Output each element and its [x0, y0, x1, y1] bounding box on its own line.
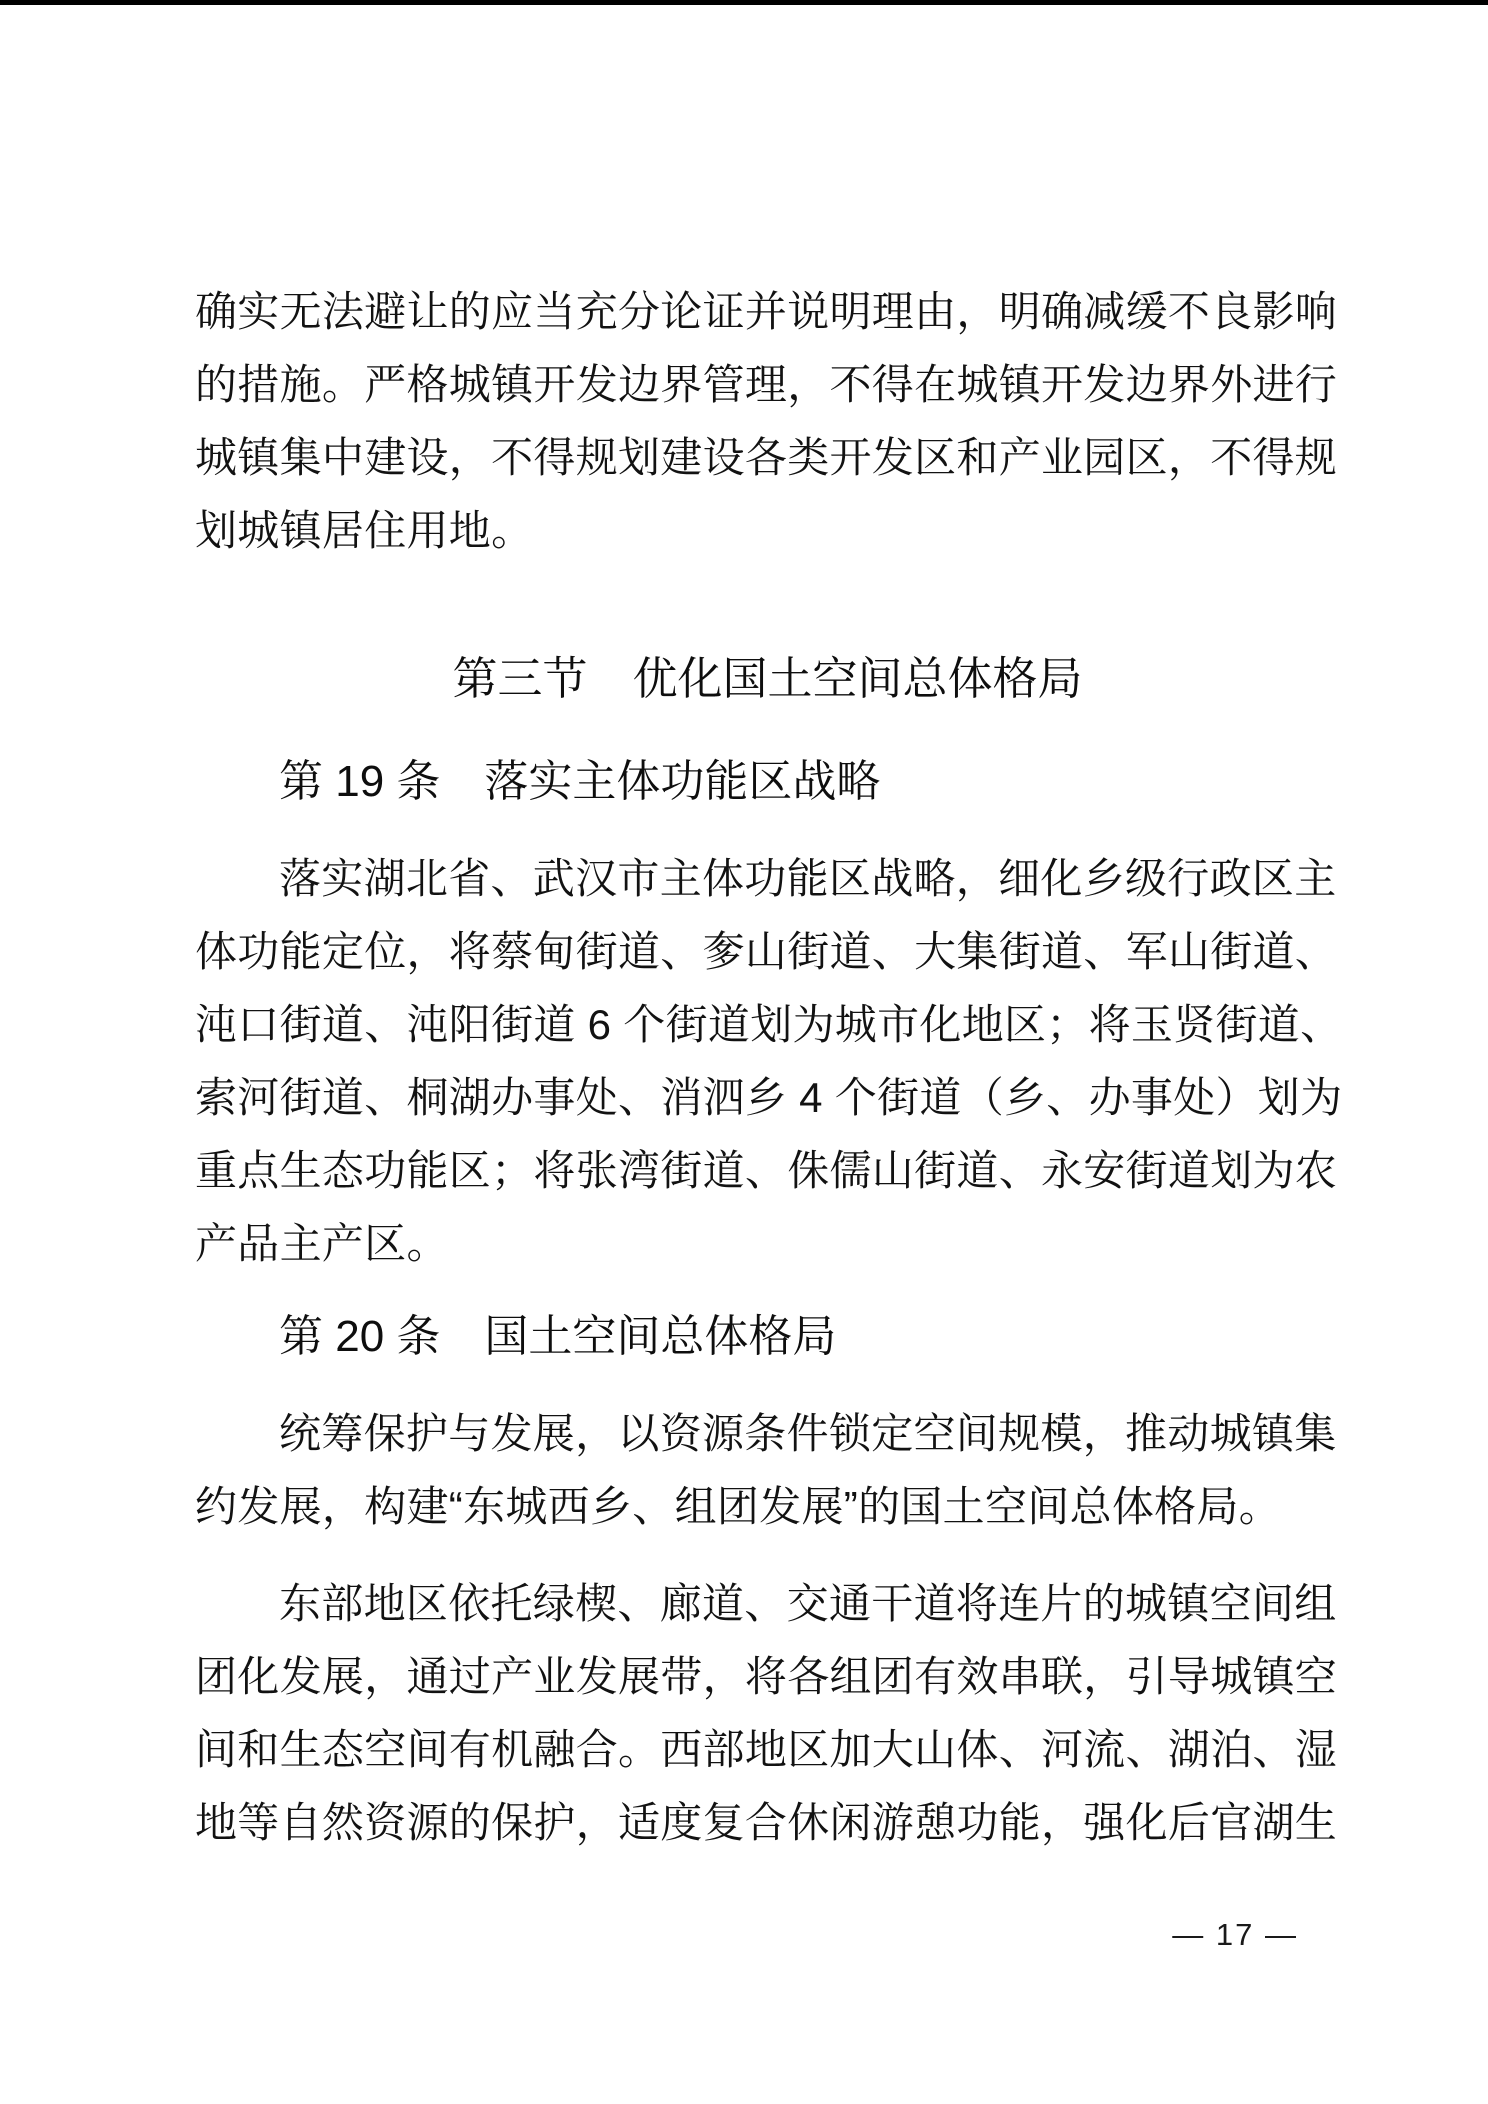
body-line: 产品主产区。 [195, 1220, 449, 1267]
body-line: 索河街道、桐湖办事处、消泗乡 4 个街道（乡、办事处）划为 [195, 1074, 1343, 1121]
page-content [195, 275, 1343, 1859]
body-line: 东部地区依托绿楔、廊道、交通干道将连片的城镇空间组 [279, 1580, 1337, 1627]
body-line: 间和生态空间有机融合。西部地区加大山体、河流、湖泊、湿 [195, 1726, 1338, 1773]
article-20-heading: 第 20 条 国土空间总体格局 [279, 1312, 837, 1361]
article-20-paragraph-2 [195, 1567, 1340, 1859]
article-20-paragraph-1 [195, 1397, 1340, 1543]
article-19-paragraph [195, 842, 1343, 1280]
article-19-heading: 第 19 条 落实主体功能区战略 [279, 757, 881, 806]
body-line: 确实无法避让的应当充分论证并说明理由，明确减缓不良影响 [195, 288, 1338, 335]
body-line: 的措施。严格城镇开发边界管理，不得在城镇开发边界外进行 [195, 361, 1338, 408]
body-line: 划城镇居住用地。 [195, 507, 534, 554]
body-line: 城镇集中建设，不得规划建设各类开发区和产业园区，不得规 [195, 434, 1338, 481]
page-number: — 17 — [1172, 1917, 1298, 1952]
body-line: 统筹保护与发展，以资源条件锁定空间规模，推动城镇集 [279, 1410, 1337, 1457]
body-line: 地等自然资源的保护，适度复合休闲游憩功能，强化后官湖生 [195, 1799, 1338, 1846]
body-line: 约发展，构建“东城西乡、组团发展”的国土空间总体格局。 [195, 1483, 1282, 1530]
body-line: 体功能定位，将蔡甸街道、奓山街道、大集街道、军山街道、 [195, 928, 1338, 975]
body-line: 团化发展，通过产业发展带，将各组团有效串联，引导城镇空 [195, 1653, 1338, 1700]
paragraph-continued [195, 275, 1340, 567]
scan-edge-bar [0, 0, 1488, 5]
section-heading: 第三节 优化国土空间总体格局 [452, 653, 1083, 704]
body-line: 落实湖北省、武汉市主体功能区战略，细化乡级行政区主 [279, 855, 1337, 902]
body-line: 沌口街道、沌阳街道 6 个街道划为城市化地区；将玉贤街道、 [195, 1001, 1343, 1048]
body-line: 重点生态功能区；将张湾街道、侏儒山街道、永安街道划为农 [195, 1147, 1338, 1194]
